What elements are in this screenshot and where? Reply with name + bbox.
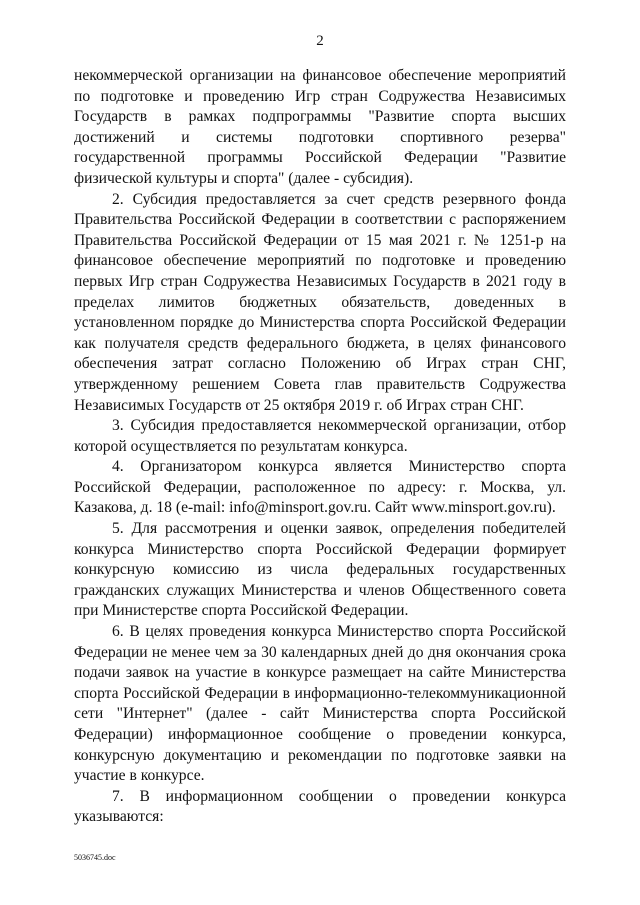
paragraph-3: 3. Субсидия предоставляется некоммерческой организации, отбор которой осуществляется по результатам конкурса. <box>74 417 566 455</box>
page-number: 2 <box>316 33 324 49</box>
paragraph-2: 2. Субсидия предоставляется за счет средств резервного фонда Правительства Российской Федерации в соответствии с распоряжением Правительства Российской Федерации от 15 мая 2021 г. № 1251-р на финансовое обеспечение мероприятий по подготовке и проведению первых Игр стран Содружества Независимых Государств в 2021 году в пределах лимитов бюджетных обязательств, доведенных в установленном порядке до Министерства спорта Российской Федерации как получателя средств федерального бюджета, в целях финансового обеспечения затрат согласно Положению об Играх стран СНГ, утвержденному решением Совета глав правительств Содружества Независимых Государств от 25 октября 2019 г. об Играх стран СНГ. <box>74 190 566 414</box>
paragraph-4: 4. Организатором конкурса является Министерство спорта Российской Федерации, расположенное по адресу: г. Москва, ул. Казакова, д. 18 (e-mail: info@minsport.gov.ru. Сайт www.minsport.gov.ru). <box>74 458 566 517</box>
document-body <box>74 66 566 828</box>
footer-document-code: 5036745.doc <box>74 853 116 862</box>
paragraph-7: 7. В информационном сообщении о проведении конкурса указываются: <box>74 787 566 826</box>
paragraph-1-continuation: некоммерческой организации на финансовое обеспечение мероприятий по подготовке и проведению Игр стран Содружества Независимых Государств в рамках подпрограммы "Развитие спорта высших достижений и системы подготовки спортивного резерва" государственной программы Российской Федерации "Развитие физической культуры и спорта" (далее - субсидия). <box>74 67 566 187</box>
paragraph-5: 5. Для рассмотрения и оценки заявок, определения победителей конкурса Министерство спорта Российской Федерации формирует конкурсную комиссию из числа федеральных государственных гражданских служащих Министерства и членов Общественного совета при Министерстве спорта Российской Федерации. <box>74 520 566 620</box>
paragraph-6: 6. В целях проведения конкурса Министерство спорта Российской Федерации не менее чем за 30 календарных дней до дня окончания срока подачи заявок на участие в конкурсе размещает на сайте Министерства спорта Российской Федерации в информационно-телекоммуникационной сети "Интернет" (далее - сайт Министерства спорта Российской Федерации) информационное сообщение о проведении конкурса, конкурсную документацию и рекомендации по подготовке заявки на участие в конкурсе. <box>74 623 566 785</box>
